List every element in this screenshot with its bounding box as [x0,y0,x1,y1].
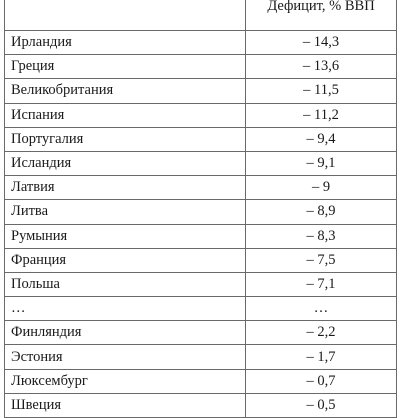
deficit-cell: – 7,1 [246,272,397,296]
country-cell: Исландия [5,151,246,175]
country-cell: Финляндия [5,321,246,345]
deficit-cell: – 0,7 [246,369,397,393]
deficit-cell: – 2,2 [246,321,397,345]
country-cell: Румыния [5,224,246,248]
table-row [5,224,397,248]
table-row [5,151,397,175]
deficit-table [4,0,397,418]
deficit-cell: … [246,297,397,321]
country-cell: Португалия [5,127,246,151]
country-cell: Греция [5,55,246,79]
table-row [5,200,397,224]
table-row [5,345,397,369]
deficit-cell: – 13,6 [246,55,397,79]
country-cell: Великобритания [5,79,246,103]
deficit-cell: – 0,5 [246,393,397,417]
header-deficit: Дефицит, % ВВП [246,0,397,31]
table-row [5,103,397,127]
table-row [5,369,397,393]
deficit-cell: – 9,4 [246,127,397,151]
country-cell: Франция [5,248,246,272]
table-row [5,176,397,200]
country-cell: Польша [5,272,246,296]
deficit-cell: – 1,7 [246,345,397,369]
country-cell: Испания [5,103,246,127]
deficit-cell: – 14,3 [246,31,397,55]
country-cell: Люксембург [5,369,246,393]
deficit-cell: – 9 [246,176,397,200]
deficit-cell: – 8,9 [246,200,397,224]
table-row [5,297,397,321]
deficit-cell: – 9,1 [246,151,397,175]
deficit-cell: – 11,5 [246,79,397,103]
table-header-row [5,0,397,31]
country-cell: Латвия [5,176,246,200]
country-cell: Эстония [5,345,246,369]
country-cell: Швеция [5,393,246,417]
table-row [5,79,397,103]
table-row [5,127,397,151]
table-row [5,55,397,79]
deficit-cell: – 8,3 [246,224,397,248]
country-cell: … [5,297,246,321]
deficit-cell: – 7,5 [246,248,397,272]
table-row [5,31,397,55]
country-cell: Литва [5,200,246,224]
deficit-cell: – 11,2 [246,103,397,127]
table-row [5,272,397,296]
header-country [5,0,246,31]
table-row [5,393,397,417]
table-row [5,248,397,272]
country-cell: Ирландия [5,31,246,55]
table-row [5,321,397,345]
